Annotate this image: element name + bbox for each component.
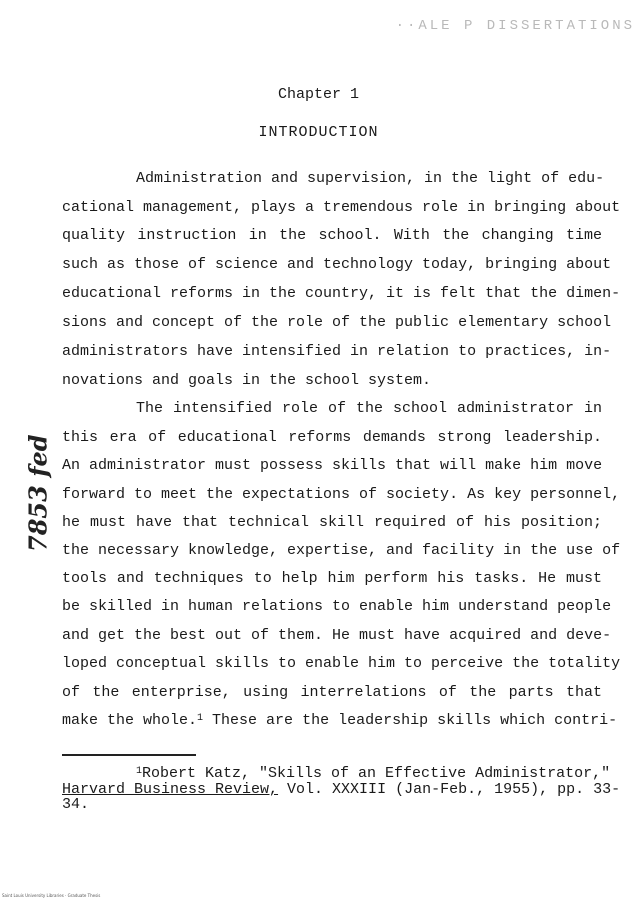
body-line: The intensified role of the school administrator in <box>136 400 602 417</box>
body-line: the necessary knowledge, expertise, and facility in the use of <box>62 542 621 559</box>
footnote-line <box>62 782 620 798</box>
body-line: administrators have intensified in relation to practices, in- <box>62 343 612 360</box>
footnote-journal: Harvard Business Review, <box>62 781 279 798</box>
footnote-details: Vol. XXXIII (Jan-Feb., 1955), pp. 33- <box>278 781 621 798</box>
body-line: novations and goals in the school system. <box>62 372 432 389</box>
body-text: make the whole. <box>62 712 198 729</box>
body-line: An administrator must possess skills that will make him move <box>62 457 603 474</box>
body-line: forward to meet the expectations of society. As key personnel, <box>62 486 621 503</box>
chapter-title: INTRODUCTION <box>258 124 379 141</box>
scan-footer: Saint Louis University Libraries · Graduate Thesis <box>2 893 101 898</box>
collection-stamp: ··ALE P DISSERTATIONS <box>395 18 635 34</box>
body-line: tools and techniques to help him perform his tasks. He must <box>62 570 602 587</box>
body-line: educational reforms in the country, it is felt that the dimen- <box>62 285 621 302</box>
footnote-mark: 1 <box>136 766 143 777</box>
body-line-with-footnote <box>62 712 618 730</box>
body-line: he must have that technical skill required of his position; <box>62 514 602 531</box>
handwritten-call-number: 7853 fed <box>23 434 53 552</box>
footnote-line <box>136 766 610 782</box>
body-text: These are the leadership skills which contri- <box>203 712 618 729</box>
footnote-rule <box>62 754 196 756</box>
body-line: Administration and supervision, in the light of edu- <box>136 170 605 187</box>
footnote-reference: 1 <box>197 713 204 724</box>
body-line: be skilled in human relations to enable him understand people <box>62 598 612 615</box>
chapter-heading: Chapter 1 <box>277 86 359 103</box>
body-line: of the enterprise, using interrelations of the parts that <box>62 684 602 701</box>
body-line: loped conceptual skills to enable him to perceive the totality <box>62 655 621 672</box>
body-line: quality instruction in the school. With the changing time <box>62 227 602 244</box>
body-line: cational management, plays a tremendous role in bringing about <box>62 199 621 216</box>
footnote-author: Robert Katz, "Skills of an Effective Administrator," <box>142 765 611 782</box>
body-line: this era of educational reforms demands strong leadership. <box>62 429 602 446</box>
footnote-pages-end: 34. <box>62 796 90 813</box>
body-line: such as those of science and technology today, bringing about <box>62 256 612 273</box>
body-line: sions and concept of the role of the public elementary school <box>62 314 612 331</box>
body-line: and get the best out of them. He must have acquired and deve- <box>62 627 612 644</box>
